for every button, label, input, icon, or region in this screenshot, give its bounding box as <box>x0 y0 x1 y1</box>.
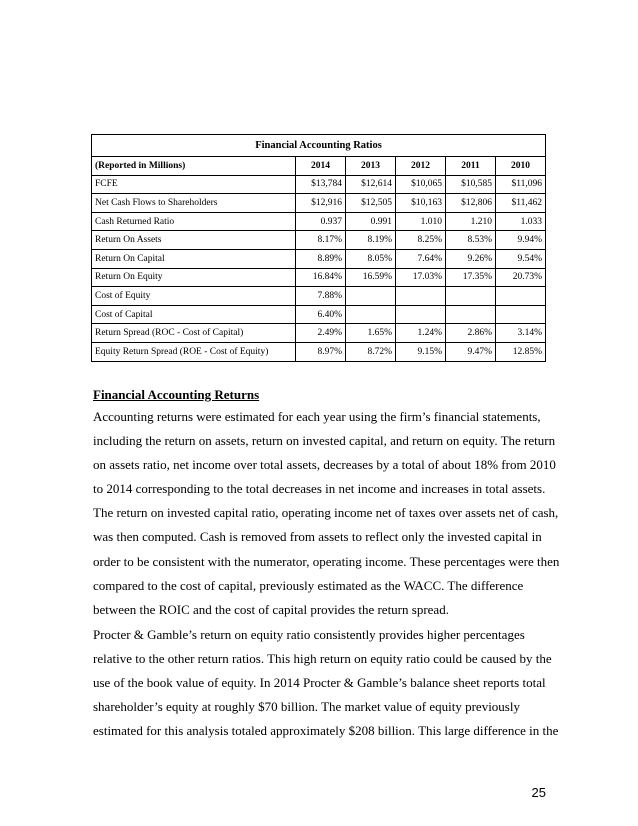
table-cell <box>496 287 546 306</box>
table-cell: 8.53% <box>446 231 496 250</box>
year-header: 2011 <box>446 157 496 176</box>
table-row <box>92 324 546 343</box>
text-line: use of the book value of equity. In 2014 Procter & Gamble’s balance sheet reports total <box>93 675 546 691</box>
table-cell: 16.84% <box>296 268 346 287</box>
text-line: The return on invested capital ratio, operating income net of taxes over assets net of cash, <box>93 505 559 521</box>
year-header: 2010 <box>496 157 546 176</box>
table-cell: 8.89% <box>296 249 346 268</box>
table-cell: 20.73% <box>496 268 546 287</box>
table-cell: 7.64% <box>396 249 446 268</box>
section-heading: Financial Accounting Returns <box>93 387 260 402</box>
table-row <box>92 342 546 361</box>
row-label: FCFE <box>92 175 296 194</box>
row-label: Equity Return Spread (ROE - Cost of Equity) <box>92 342 296 361</box>
table-cell <box>396 287 446 306</box>
year-header: 2012 <box>396 157 446 176</box>
header-label: (Reported in Millions) <box>92 157 296 176</box>
table-cell: 12.85% <box>496 342 546 361</box>
text-line: on assets ratio, net income over total assets, decreases by a total of about 18% from 2010 <box>93 457 556 473</box>
table-cell <box>496 305 546 324</box>
table-cell: $12,505 <box>346 194 396 213</box>
row-label: Return On Equity <box>92 268 296 287</box>
table-cell: 1.65% <box>346 324 396 343</box>
table-cell <box>446 305 496 324</box>
table-title: Financial Accounting Ratios <box>92 135 546 157</box>
table-row <box>92 175 546 194</box>
table-cell: 3.14% <box>496 324 546 343</box>
text-line: was then computed. Cash is removed from assets to reflect only the invested capital in <box>93 529 542 545</box>
table-cell: 16.59% <box>346 268 396 287</box>
text-line: including the return on assets, return on invested capital, and return on equity. The return <box>93 433 556 449</box>
paragraph-return-on-equity <box>93 623 559 743</box>
row-label: Return On Assets <box>92 231 296 250</box>
text-line: shareholder’s equity at roughly $70 billion. The market value of equity previously <box>93 699 520 715</box>
table-cell: 9.26% <box>446 249 496 268</box>
text-line: between the ROIC and the cost of capital provides the return spread. <box>93 601 449 617</box>
table-cell: 1.033 <box>496 212 546 231</box>
table-cell: 1.24% <box>396 324 446 343</box>
row-label: Return On Capital <box>92 249 296 268</box>
table-row <box>92 212 546 231</box>
table-cell: $12,806 <box>446 194 496 213</box>
table-row <box>92 249 546 268</box>
table-cell: $11,096 <box>496 175 546 194</box>
table-header-row <box>92 157 546 176</box>
table-cell: $11,462 <box>496 194 546 213</box>
table-cell: 8.72% <box>346 342 396 361</box>
table-cell: 8.97% <box>296 342 346 361</box>
table-cell: 8.05% <box>346 249 396 268</box>
table-cell: 9.15% <box>396 342 446 361</box>
text-line: relative to the other return ratios. This high return on equity ratio could be caused by the <box>93 651 552 667</box>
table-cell: 8.19% <box>346 231 396 250</box>
text-line: order to be consistent with the numerator, operating income. These percentages were then <box>93 553 560 569</box>
table-cell: 6.40% <box>296 305 346 324</box>
table-cell: 8.25% <box>396 231 446 250</box>
table-row <box>92 194 546 213</box>
table-body <box>92 175 546 361</box>
table-row <box>92 287 546 306</box>
row-label: Return Spread (ROC - Cost of Capital) <box>92 324 296 343</box>
row-label: Cost of Equity <box>92 287 296 306</box>
text-line: to 2014 corresponding to the total decreases in net income and increases in total assets. <box>93 481 546 497</box>
table-cell: 2.49% <box>296 324 346 343</box>
table-cell: 9.94% <box>496 231 546 250</box>
table-cell: 17.35% <box>446 268 496 287</box>
table-row <box>92 268 546 287</box>
table-cell: $13,784 <box>296 175 346 194</box>
row-label: Net Cash Flows to Shareholders <box>92 194 296 213</box>
table-cell: 9.47% <box>446 342 496 361</box>
table-cell: 0.937 <box>296 212 346 231</box>
text-line: estimated for this analysis totaled approximately $208 billion. This large difference in the <box>93 723 559 739</box>
table-cell <box>446 287 496 306</box>
text-line: Accounting returns were estimated for each year using the firm’s financial statements, <box>93 409 541 424</box>
table-cell <box>346 287 396 306</box>
page-number: 25 <box>531 785 546 800</box>
row-label: Cost of Capital <box>92 305 296 324</box>
table-cell: 0.991 <box>346 212 396 231</box>
table-cell: 8.17% <box>296 231 346 250</box>
table-cell: 17.03% <box>396 268 446 287</box>
row-label: Cash Returned Ratio <box>92 212 296 231</box>
table-cell: 1.010 <box>396 212 446 231</box>
table-cell: 7.88% <box>296 287 346 306</box>
table-cell: 2.86% <box>446 324 496 343</box>
table-cell: $10,163 <box>396 194 446 213</box>
table-cell <box>396 305 446 324</box>
text-line: compared to the cost of capital, previously estimated as the WACC. The difference <box>93 577 524 593</box>
table-cell: $12,614 <box>346 175 396 194</box>
financial-ratios-table <box>91 134 546 362</box>
table-row <box>92 231 546 250</box>
paragraph-financial-returns <box>93 405 560 622</box>
table-cell: $10,585 <box>446 175 496 194</box>
table-cell: 1.210 <box>446 212 496 231</box>
year-header: 2014 <box>296 157 346 176</box>
table-cell: 9.54% <box>496 249 546 268</box>
year-header: 2013 <box>346 157 396 176</box>
text-line: Procter & Gamble’s return on equity ratio consistently provides higher percentages <box>93 627 525 642</box>
table-cell <box>346 305 396 324</box>
table-cell: $12,916 <box>296 194 346 213</box>
table-row <box>92 305 546 324</box>
table-cell: $10,065 <box>396 175 446 194</box>
